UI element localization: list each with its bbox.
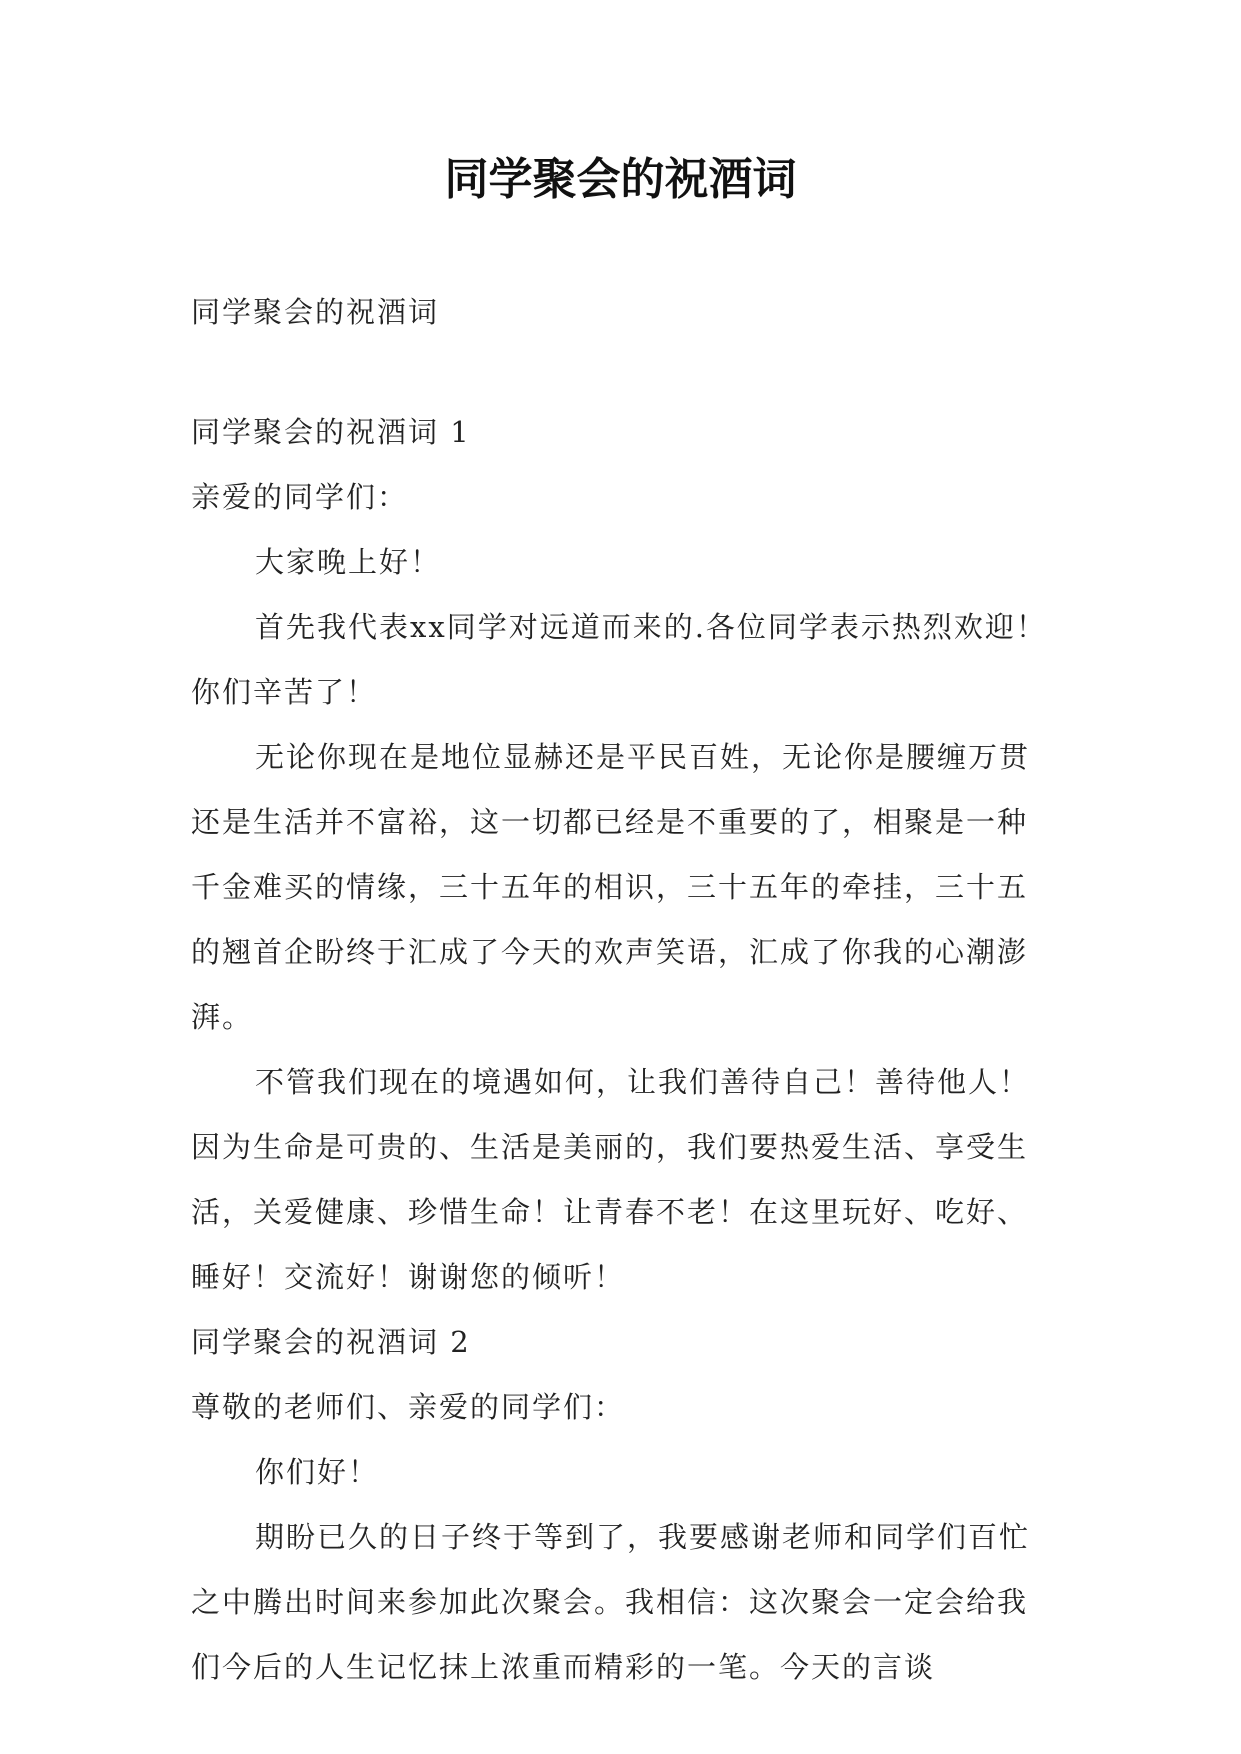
- subtitle-text: 同学聚会的祝酒词: [191, 295, 440, 329]
- section-1-salutation: 亲爱的同学们：: [191, 480, 409, 514]
- document-subtitle: [191, 280, 1051, 345]
- section-1-heading: 同学聚会的祝酒词 1: [191, 415, 471, 449]
- section-2-greeting: 你们好！: [255, 1455, 380, 1489]
- section-1-paragraph: 首先我代表xx同学对远道而来的.各位同学表示热烈欢迎！你们辛苦了！: [191, 610, 1047, 709]
- section-1-greeting: 大家晚上好！: [255, 545, 442, 579]
- section-2-heading: 同学聚会的祝酒词 2: [191, 1325, 471, 1359]
- section-1-paragraph: 不管我们现在的境遇如何，让我们善待自己！善待他人！因为生命是可贵的、生活是美丽的，我们要热爱生活、享受生活，关爱健康、珍惜生命！让青春不老！在这里玩好、吃好、睡好！交流好！谢谢您的倾听！: [191, 1065, 1031, 1294]
- document-title: 同学聚会的祝酒词: [444, 154, 797, 205]
- document-body: [191, 400, 1051, 1700]
- section-1-paragraph: 无论你现在是地位显赫还是平民百姓，无论你是腰缠万贯还是生活并不富裕，这一切都已经是不重要的了，相聚是一种千金难买的情缘，三十五年的相识，三十五年的牵挂，三十五的翘首企盼终于汇成了今天的欢声笑语，汇成了你我的心潮澎湃。: [191, 740, 1031, 1034]
- section-2-paragraph: 期盼已久的日子终于等到了，我要感谢老师和同学们百忙之中腾出时间来参加此次聚会。我相信：这次聚会一定会给我们今后的人生记忆抹上浓重而精彩的一笔。今天的言谈: [191, 1520, 1031, 1684]
- section-2-salutation: 尊敬的老师们、亲爱的同学们：: [191, 1390, 626, 1424]
